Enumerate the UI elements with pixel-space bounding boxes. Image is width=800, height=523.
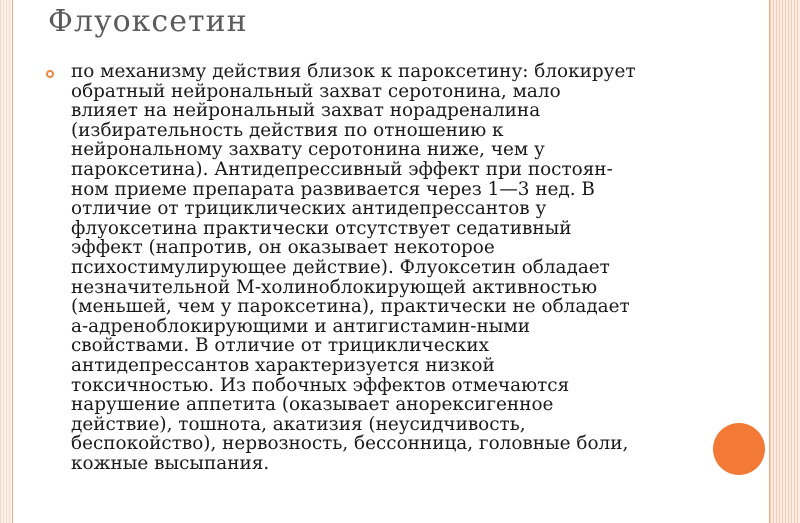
text-line: нарушение аппетита (оказывает анорексигенное	[71, 394, 554, 416]
bullet-text	[71, 62, 711, 473]
text-line: влияет на нейрональный захват норадреналина	[71, 100, 541, 122]
text-line: (избирательность действия по отношению к	[71, 119, 504, 141]
right-decorative-stripe	[770, 0, 800, 523]
text-line: (меньшей, чем у пароксетина), практически не обладает	[71, 296, 630, 318]
left-frame-line	[12, 0, 13, 523]
text-line: токсичностью. Из побочных эффектов отмечаются	[71, 374, 570, 396]
slide-title: Флуоксетин	[48, 4, 248, 39]
text-line: флуоксетина практически отсутствует седативный	[71, 217, 572, 239]
text-line: обратный нейрональный захват серотонина, мало	[71, 80, 561, 102]
text-line: свойствами. В отличие от трициклических	[71, 335, 490, 357]
text-line: нейрональному захвату серотонина ниже, чем у	[71, 139, 545, 161]
decorative-circle	[713, 423, 765, 475]
text-line: ном приеме препарата развивается через 1—3 нед. В	[71, 178, 595, 200]
text-line: пароксетина). Антидепрессивный эффект при постоян-	[71, 158, 613, 180]
text-line: эффект (напротив, он оказывает некоторое	[71, 237, 495, 259]
left-decorative-stripe	[0, 0, 12, 523]
text-line: а-адреноблокирующими и антигистамин-ными	[71, 315, 530, 337]
text-line: кожные высыпания.	[71, 452, 270, 474]
right-frame-line	[769, 0, 770, 523]
bullet-ring-icon	[46, 70, 54, 78]
text-line: беспокойство), нервозность, бессонница, головные боли,	[71, 433, 629, 455]
text-line: по механизму действия близок к пароксетину: блокирует	[71, 61, 636, 82]
text-line: психостимулирующее действие). Флуоксетин обладает	[71, 256, 610, 278]
text-line: незначительной М-холиноблокирующей активностью	[71, 276, 598, 298]
text-line: антидепрессантов характеризуется низкой	[71, 354, 495, 376]
text-line: отличие от трициклических антидепрессантов у	[71, 198, 547, 220]
text-line: действие), тошнота, акатизия (неусидчивость,	[71, 413, 526, 435]
